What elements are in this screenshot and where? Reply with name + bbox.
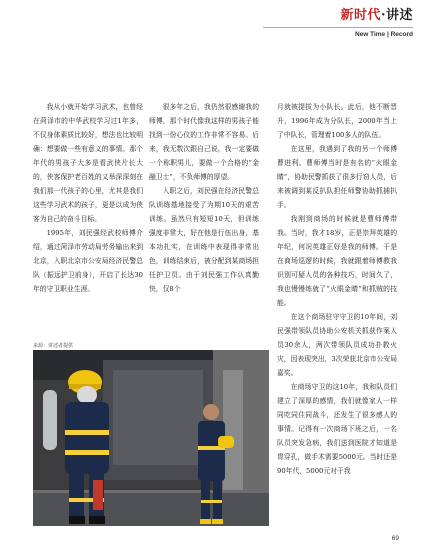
magazine-header <box>263 8 413 39</box>
paragraph: 在这里，我遇到了我的另一个师傅曹进利。曹师傅当时是有名的“火眼金睛”，协助民警抓获了很多行窃人员，后来被调到某反扒队担任师警协助抓捕扒手。 <box>277 145 397 209</box>
paragraph: 在这个商场驻守守卫的10年间，刘民强带领队员协助公安机关抓获作案人员30余人，两次带领队员成功扑救火灾，因表现突出，3次荣获北京市公安局嘉奖。 <box>277 313 397 377</box>
brand-main: 新时代 <box>340 8 381 23</box>
text-column-2 <box>149 100 259 296</box>
paragraph: 在商场守卫的这10年，我和队员们建立了深厚的感情，我们就像家人一样同吃同住同战斗，还发生了很多感人的事情。记得有一次商场下班之后，一名队员突发急病，我们送到医院才知道是胃穿孔，做手术需要5000元。当时还是90年代，5000元对于我 <box>277 383 397 475</box>
paragraph: 1995年，刘民强经武校师傅介绍，通过菏泽市劳动局劳务输出来到北京，入职北京市公安局经济民警总队（振远护卫前身），开启了长达30年的守卫职业生涯。 <box>33 229 143 293</box>
paragraph: 我刚到商场的时候就是曹师傅带我。当时，我才18岁，正是崇拜英雄的年纪，何况英雄正好是我的师傅。于是在商场巡逻的时候，我就跟着师傅教我识别可疑人员的各种技巧，时间久了，我也慢慢练就了“火眼金睛”和抓贼的技能。 <box>277 215 397 307</box>
brand-tail: 讲述 <box>385 8 413 23</box>
paragraph: 我从小就开始学习武术，也曾经在菏泽市的中华武校学习过1年多，不仅身体素质比较好，想法也比较明确：想要做一些有意义的事情。那个年代的男孩子大多是看武侠片长大的，侠客保护老百姓的义举深深刻在我们那一代孩子的心里，尤其是我们这些学习武术的孩子，更是以成为侠客为自己的奋斗目标。 <box>33 103 143 223</box>
text-column-3 <box>277 100 397 478</box>
brand-dot: · <box>380 8 386 23</box>
paragraph: 入职之后，刘民强在经济民警总队训练基地接受了为期10天的艰苦训练。虽然只有短短10天，但训练强度非常大，好在他是行伍出身，基本功扎实，在训练中表现得非常出色，训练结束后，被分配到某商场担任护卫员。由于刘民强工作认真勤快，仅8个 <box>149 187 259 293</box>
photo-caption: 来源：讲述者提供 <box>33 343 74 349</box>
firefighter-photo <box>33 350 269 526</box>
paragraph: 很多年之后，我仍然很感谢我的师傅，那个时代像我这样的男孩子能找到一份心仪的工作非常不容易。后来，我无数次跟自己说，我一定要做一个称职男儿，要做一个合格的“金融卫士”，不负师傅的厚望。 <box>149 103 259 181</box>
page-number: 69 <box>391 535 399 542</box>
column-brand <box>263 8 413 24</box>
column-subtitle: New Time | Record <box>263 27 413 39</box>
paragraph: 月就被提拔为小队长。此后，他不断晋升，1996年成为分队长，2000年当上了中队长，管理着100多人的队伍。 <box>277 103 397 139</box>
text-column-1 <box>33 100 143 296</box>
